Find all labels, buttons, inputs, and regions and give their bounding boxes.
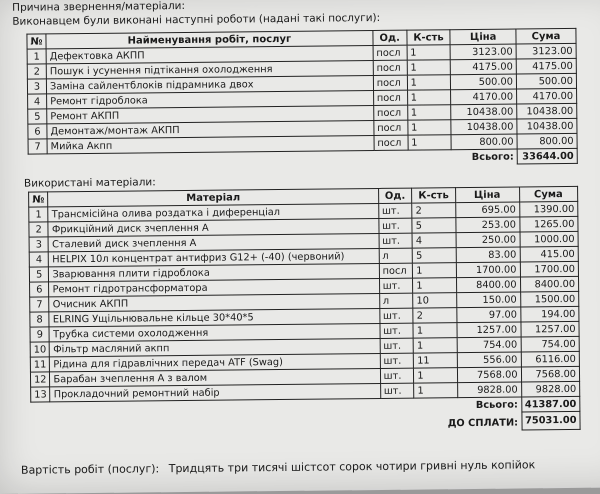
row-name: ELRING Ущільнювальне кільце 30*40*5 (49, 308, 379, 326)
row-price: 7568.00 (457, 367, 521, 383)
row-price: 1700.00 (456, 262, 520, 278)
row-name: Фрикційний диск зчеплення А (48, 218, 378, 236)
row-qty: 1 (407, 45, 451, 60)
row-sum: 6116.00 (521, 351, 580, 367)
row-qty: 1 (407, 60, 451, 75)
row-sum: 1700.00 (520, 261, 579, 277)
row-name: Сталевий диск зчеплення А (49, 233, 379, 251)
row-unit: шт. (380, 338, 414, 353)
row-unit: шт. (378, 203, 412, 218)
row-number: 5 (29, 267, 49, 282)
footer-amount-words: Тридцять три тисячі шістсот сорок чотири гривні нуль копійок (168, 458, 536, 476)
row-number: 3 (29, 237, 49, 252)
row-name: Рідина для гідравлічних передач ATF (Swag) (50, 353, 380, 371)
row-number: 1 (27, 49, 46, 64)
materials-total-label: Всього: (475, 399, 518, 411)
row-price: 97.00 (456, 307, 520, 323)
row-qty: 1 (407, 120, 451, 135)
row-price: 150.00 (456, 292, 520, 308)
col-number: № (27, 34, 46, 49)
row-number: 1 (29, 207, 49, 222)
row-name: HELPIX 10л концентрат антифриз G12+ (-40) (червоний) (49, 248, 379, 266)
row-number: 7 (30, 297, 50, 312)
row-qty: 1 (413, 323, 456, 338)
works-table (26, 28, 577, 170)
row-unit: шт. (380, 368, 414, 383)
col-number: № (29, 192, 49, 207)
row-unit: шт. (380, 353, 414, 368)
col-qty: К-сть (412, 188, 455, 203)
row-qty: 2 (413, 308, 456, 323)
row-name: Ремонт гідроблока (47, 91, 374, 109)
row-qty: 1 (407, 105, 451, 120)
row-qty: 1 (413, 278, 456, 293)
row-price: 4170.00 (451, 89, 517, 105)
row-price: 800.00 (451, 134, 517, 150)
materials-total-value: 41387.00 (521, 396, 580, 412)
row-name: Зварювання плити гідроблока (49, 263, 379, 281)
row-number: 7 (28, 139, 47, 154)
footer-line (21, 458, 535, 476)
row-number: 11 (30, 357, 50, 372)
row-sum: 7568.00 (521, 366, 580, 382)
row-price: 253.00 (455, 217, 519, 233)
row-qty: 5 (412, 248, 455, 263)
row-name: Трубка системи охолодження (49, 323, 379, 341)
row-sum: 4170.00 (517, 88, 577, 104)
col-material-name: Матеріал (48, 188, 378, 206)
row-qty: 1 (407, 75, 451, 90)
col-sum: Сума (516, 28, 576, 44)
row-unit: посл (379, 263, 413, 278)
row-qty: 1 (407, 90, 451, 105)
row-price: 8400.00 (456, 277, 520, 293)
row-unit: шт. (380, 323, 414, 338)
row-price: 556.00 (457, 352, 521, 368)
row-sum: 754.00 (521, 336, 580, 352)
works-total-value: 33644.00 (517, 148, 577, 164)
row-number: 13 (31, 387, 51, 402)
row-sum: 8400.00 (520, 276, 579, 292)
row-sum: 3123.00 (516, 43, 576, 59)
row-name: Заміна сайлентблоків підрамника двох (46, 76, 373, 94)
row-qty: 1 (413, 338, 456, 353)
row-name: Пошук і усунення підтікання охолодження (46, 61, 373, 79)
row-unit: посл (373, 60, 407, 75)
row-sum: 10438.00 (517, 118, 577, 134)
row-price: 83.00 (456, 247, 520, 263)
row-price: 754.00 (457, 337, 521, 353)
row-name: Ремонт АКПП (47, 106, 374, 124)
row-name: Трансмісійна олива роздатка і диференціал (48, 203, 378, 221)
works-total-label: Всього: (471, 151, 514, 163)
row-unit: посл (374, 135, 408, 150)
row-sum: 4175.00 (516, 58, 576, 74)
row-unit: посл (374, 120, 408, 135)
row-name: Ремонт гідротрансформатора (49, 278, 379, 296)
row-number: 9 (30, 327, 50, 342)
row-unit: шт. (378, 218, 412, 233)
col-unit: Од. (378, 188, 412, 203)
row-number: 2 (27, 64, 46, 79)
row-number: 8 (30, 312, 50, 327)
row-sum: 500.00 (516, 73, 576, 89)
row-price: 4175.00 (451, 59, 517, 75)
row-price: 9828.00 (457, 382, 521, 398)
row-unit: шт. (379, 233, 413, 248)
row-price: 10438.00 (451, 119, 517, 135)
materials-caption: Використані матеріали: (23, 176, 156, 190)
row-number: 5 (28, 109, 47, 124)
row-price: 1257.00 (457, 322, 521, 338)
row-sum: 194.00 (520, 306, 579, 322)
row-unit: посл (373, 90, 407, 105)
row-name: Дефектовка АКПП (46, 46, 373, 64)
row-sum: 1500.00 (520, 291, 579, 307)
row-name: Прокладочний ремонтний набір (50, 383, 380, 401)
grand-total-label: ДО СПЛАТИ: (447, 417, 519, 430)
row-number: 3 (27, 79, 46, 94)
col-price: Ціна (455, 187, 519, 203)
row-unit: шт. (380, 383, 414, 398)
row-unit: посл (373, 75, 407, 90)
materials-table (28, 186, 581, 436)
col-sum: Сума (519, 186, 578, 202)
row-qty: 1 (413, 263, 456, 278)
row-qty: 10 (413, 293, 456, 308)
row-number: 4 (28, 94, 47, 109)
row-qty: 1 (408, 135, 452, 150)
row-name: Барабан зчеплення А з валом (50, 368, 380, 386)
row-sum: 800.00 (517, 133, 577, 149)
footer-label: Вартість робіт (послуг): (20, 462, 160, 477)
row-qty: 2 (412, 203, 455, 218)
row-qty: 5 (412, 218, 455, 233)
row-number: 6 (28, 124, 47, 139)
row-qty: 1 (414, 368, 457, 383)
row-unit: посл (373, 105, 407, 120)
row-unit: л (379, 293, 413, 308)
row-unit: шт. (379, 308, 413, 323)
row-price: 10438.00 (451, 104, 517, 120)
row-sum: 10438.00 (517, 103, 577, 119)
row-sum: 9828.00 (521, 381, 580, 397)
works-caption: Виконавцем були виконані наступні роботи (надані такі послуги): (12, 11, 381, 28)
grand-total-value: 75031.00 (521, 411, 580, 430)
row-number: 2 (29, 222, 49, 237)
row-number: 12 (30, 372, 50, 387)
col-work-name: Найменування робіт, послуг (46, 31, 373, 49)
row-sum: 1257.00 (520, 321, 579, 337)
row-qty: 4 (412, 233, 455, 248)
row-number: 4 (29, 252, 49, 267)
row-qty: 11 (414, 353, 457, 368)
row-price: 695.00 (455, 202, 519, 218)
col-qty: К-сть (407, 30, 451, 45)
row-number: 6 (30, 282, 50, 297)
row-number: 10 (30, 342, 50, 357)
row-name: Мийка Акпп (47, 136, 374, 154)
row-unit: посл (373, 45, 407, 60)
row-name: Демонтаж/монтаж АКПП (47, 121, 374, 139)
row-unit: шт. (379, 278, 413, 293)
row-price: 500.00 (451, 74, 517, 90)
row-name: Фільтр масляний акпп (50, 338, 380, 356)
col-price: Ціна (450, 29, 516, 45)
row-unit: л (379, 248, 413, 263)
reason-label: Причина звернення/матеріали: (12, 0, 186, 14)
row-sum: 415.00 (520, 246, 579, 262)
row-name: Очисник АКПП (49, 293, 379, 311)
row-price: 3123.00 (450, 44, 516, 60)
row-qty: 1 (414, 383, 457, 398)
row-price: 250.00 (456, 232, 520, 248)
col-unit: Од. (373, 30, 407, 45)
row-sum: 1000.00 (520, 231, 579, 247)
row-sum: 1265.00 (519, 216, 578, 232)
row-sum: 1390.00 (519, 201, 578, 217)
